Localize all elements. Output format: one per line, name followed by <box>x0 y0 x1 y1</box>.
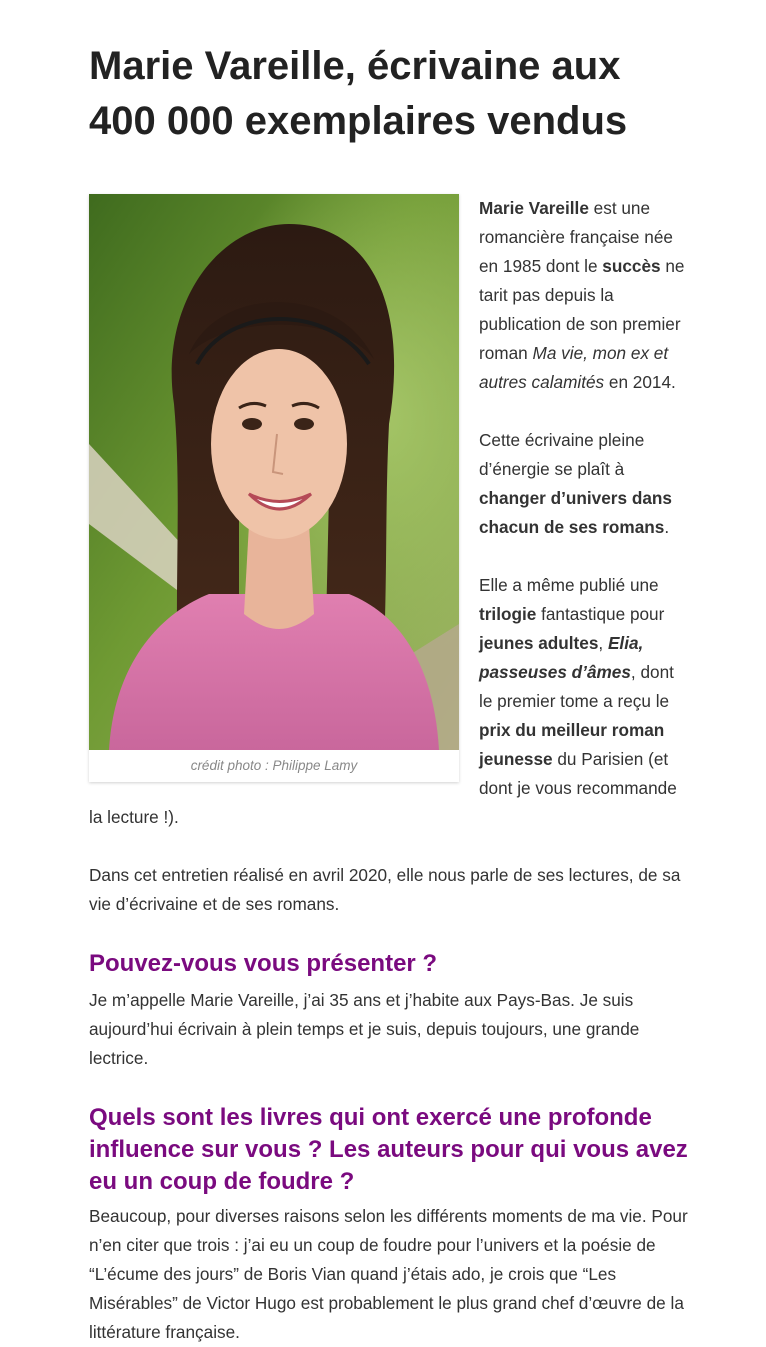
author-photo[interactable] <box>89 194 459 750</box>
text-span: ne tarit pas depuis la publication de son premier roman <box>479 256 685 363</box>
text-span: est une romancière française née en 1985 dont le <box>479 198 673 276</box>
author-name: Marie Vareille <box>479 198 589 218</box>
section-presentation <box>89 948 689 1073</box>
bold-text: jeunes adultes <box>479 633 599 653</box>
text-span: en 2014. <box>604 372 676 392</box>
book-title: Ma vie, mon ex et autres calamités <box>479 343 669 392</box>
bold-text: trilogie <box>479 604 537 624</box>
section-text: Beaucoup, pour diverses raisons selon les différents moments de ma vie. Pour n’en citer que trois : j’ai eu un coup de foudre pour l’univers et la poésie de “L’écume des jours” de Boris Vian quand j’étais ado, je crois que “Les Misérables” de Victor Hugo est probablement le plus grand chef d’œuvre de la littérature française. <box>89 1206 688 1342</box>
text-span: fantastique pour <box>536 604 665 624</box>
text-span: , <box>598 633 608 653</box>
section-heading: Quels sont les livres qui ont exercé une profonde influence sur vous ? Les auteurs pour qui vous avez eu un coup de foudre ? <box>89 1104 688 1195</box>
author-photo-figure <box>89 194 459 782</box>
book-title: Elia, passeuses d’âmes <box>479 633 644 682</box>
intro-paragraph-4: Dans cet entretien réalisé en avril 2020, elle nous parle de ses lectures, de sa vie d’écrivaine et de ses romans. <box>89 865 681 914</box>
text-span: . <box>664 517 670 537</box>
text-span: Elle a même publié une <box>479 575 659 595</box>
section-heading: Pouvez-vous vous présenter ? <box>89 950 438 977</box>
text-span: Cette écrivaine pleine d’énergie se plaît à <box>479 430 645 479</box>
intro <box>89 194 689 919</box>
page-title: Marie Vareille, écrivaine aux 400 000 exemplaires vendus <box>89 44 628 143</box>
section-text: Je m’appelle Marie Vareille, j’ai 35 ans et j’habite aux Pays-Bas. Je suis aujourd’hui écrivain à plein temps et je suis, depuis toujours, une grande lectrice. <box>89 990 640 1068</box>
bold-text: succès <box>602 256 661 276</box>
article <box>89 0 689 1347</box>
bold-text: changer d’univers dans chacun de ses romans <box>479 488 672 537</box>
section-influences <box>89 1102 689 1347</box>
bold-text: prix du meilleur roman jeunesse <box>479 720 665 769</box>
text-span: , dont le premier tome a reçu le <box>479 662 674 711</box>
text-span: du Parisien (et dont je vous recommande la lecture !). <box>89 749 677 827</box>
photo-caption: crédit photo : Philippe Lamy <box>190 758 358 773</box>
